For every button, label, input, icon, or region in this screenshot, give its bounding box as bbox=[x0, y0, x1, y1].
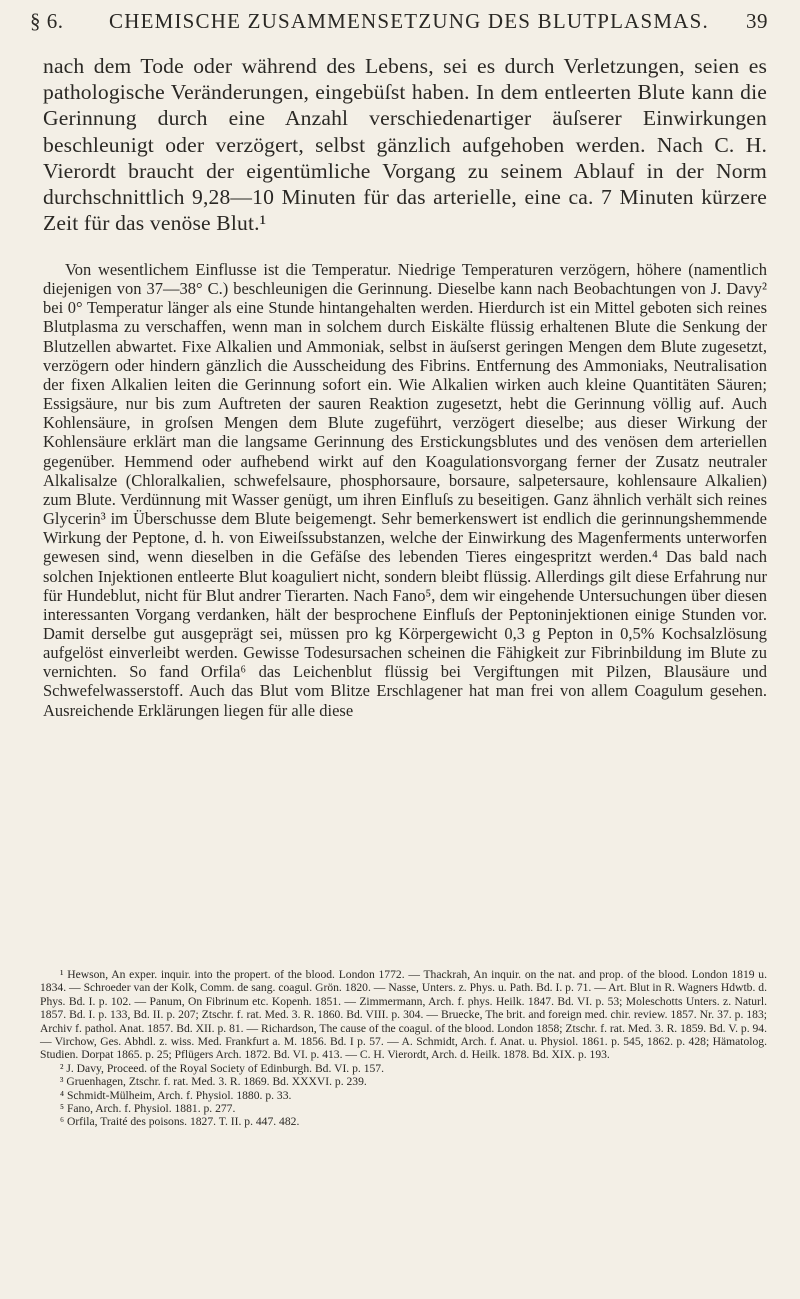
running-title: CHEMISCHE ZUSAMMENSETZUNG DES BLUTPLASMAS. bbox=[109, 8, 709, 33]
running-header bbox=[30, 4, 768, 38]
footnote-1: ¹ Hewson, An exper. inquir. into the propert. of the blood. London 1772. — Thackrah, An inquir. on the nat. and prop. of the blood. London 1819 u. 1834. — Schroeder van der Kolk, Comm. de sang. coagul. Grön. 1820. — Nasse, Unters. z. Phys. u. Path. Bd. I. p. 71. — Art. Blut in R. Wagners Hdwtb. d. Phys. Bd. I. p. 102. — Panum, On Fibrinum etc. Kopenh. 1851. — Zimmermann, Arch. f. phys. Heilk. 1847. Bd. VI. p. 53; Moleschotts Unters. z. Naturl. 1857. Bd. I. p. 133, Bd. II. p. 207; Ztschr. f. rat. Med. 3. R. 1860. Bd. VIII. p. 304. — Bruecke, The brit. and foreign med. chir. review. 1857. Nr. 37. p. 183; Archiv f. pathol. Anat. 1857. Bd. XII. p. 81. — Richardson, The cause of the coagul. of the blood. London 1858; Ztschr. f. rat. Med. 3. R. 1859. Bd. V. p. 94. — Virchow, Ges. Abhdl. z. wiss. Med. Frankfurt a. M. 1856. Bd. I p. 57. — A. Schmidt, Arch. f. Anat. u. Physiol. 1861. p. 545, 1862. p. 428; Hämatolog. Studien. Dorpat 1865. p. 25; Pflügers Arch. 1872. Bd. VI. p. 413. — C. H. Vierordt, Arch. d. Heilk. 1878. Bd. XIX. p. 193. bbox=[40, 968, 767, 1062]
footnote-4: ⁴ Schmidt-Mülheim, Arch. f. Physiol. 1880. p. 33. bbox=[60, 1088, 292, 1102]
section-number: § 6. bbox=[30, 8, 64, 33]
footnote-6: ⁶ Orfila, Traité des poisons. 1827. T. II. p. 447. 482. bbox=[60, 1115, 300, 1129]
footnote-5: ⁵ Fano, Arch. f. Physiol. 1881. p. 277. bbox=[60, 1102, 236, 1116]
main-paragraph: nach dem Tode oder während des Lebens, sei es durch Verletzungen, seien es pathologische Veränderungen, eingebüſst haben. In dem entleerten Blute kann die Gerinnung durch eine Anzahl verschiedenartiger äuſserer Einwirkungen beschleunigt oder verzögert, selbst gänzlich aufgehoben werden. Nach C. H. Vierordt braucht der eigentümliche Vorgang zu seinem Ablauf in der Norm durchschnittlich 9,28—10 Minuten für das arterielle, eine ca. 7 Minuten kürzere Zeit für das venöse Blut.¹ bbox=[43, 54, 767, 236]
page-number: 39 bbox=[746, 8, 768, 33]
small-print-paragraph: Von wesentlichem Einflusse ist die Temperatur. Niedrige Temperaturen verzögern, höhere (namentlich diejenigen von 37—38° C.) beschleunigen die Gerinnung. Dieselbe kann nach Beobachtungen von J. Davy² bei 0° Temperatur länger als eine Stunde hintangehalten werden. Hierdurch ist ein Mittel geboten sich reines Blutplasma zu verschaffen, wenn man in solchem durch Eiskälte flüssig erhaltenen Blute die Senkung der Blutzellen abwartet. Fixe Alkalien und Ammoniak, selbst in äuſserst geringen Mengen dem Blute zugesetzt, verzögern oder hindern gänzlich die Ausscheidung des Fibrins. Entfernung des Ammoniaks, Neutralisation der fixen Alkalien leiten die Gerinnung sofort ein. Wie Alkalien wirken auch kleine Quantitäten Säuren; Essigsäure, nur bis zum Auftreten der sauren Reaktion zugesetzt, hebt die Gerinnung völlig auf. Auch Kohlensäure, in groſsen Mengen dem Blute zugeführt, verzögert dieselbe; aus dieser Wirkung der Kohlensäure erklärt man die langsame Gerinnung des Erstickungsblutes und des venösen dem arteriellen gegenüber. Hemmend oder aufhebend wirkt auf den Koagulationsvorgang ferner der Zusatz neutraler Alkalisalze (Chloralkalien, schwefelsaure, phosphorsaure, borsaure, salpetersaure, kohlensaure Alkalien) zum Blute. Verdünnung mit Wasser genügt, um ihren Einfluſs zu beseitigen. Ganz ähnlich verhält sich reines Glycerin³ im Überschusse dem Blute beigemengt. Sehr bemerkenswert ist endlich die gerinnungshemmende Wirkung der Peptone, d. h. von Eiweiſssubstanzen, welche der Einwirkung des Magenferments unterworfen gewesen sind, wenn dieselben in die Gefäſse des lebenden Tieres eingespritzt werden.⁴ Das bald nach solchen Injektionen entleerte Blut koaguliert nicht, sondern bleibt flüssig. Allerdings gilt diese Erfahrung nur für Hundeblut, nicht für Blut andrer Tierarten. Nach Fano⁵, dem wir eingehende Untersuchungen über diesen interessanten Vorgang verdanken, hält der besprochene Einfluſs der Peptoninjektionen einige Stunden vor. Damit derselbe gut ausgeprägt sei, müssen pro kg Körpergewicht 0,3 g Pepton in 0,5% Kochsalzlösung aufgelöst einverleibt werden. Gewisse Todesursachen scheinen die Fähigkeit zur Fibrinbildung im Blute zu vernichten. So fand Orfila⁶ das Leichenblut flüssig bei Vergiftungen mit Pilzen, Blausäure und Schwefelwasserstoff. Auch das Blut vom Blitze Erschlagener hat man frei von allem Coagulum gesehen. Ausreichende Erklärungen liegen für alle diese bbox=[43, 260, 767, 720]
footnote-3: ³ Gruenhagen, Ztschr. f. rat. Med. 3. R. 1869. Bd. XXXVI. p. 239. bbox=[60, 1075, 367, 1089]
footnotes bbox=[40, 968, 767, 1129]
footnote-2: ² J. Davy, Proceed. of the Royal Society of Edinburgh. Bd. VI. p. 157. bbox=[60, 1061, 384, 1075]
